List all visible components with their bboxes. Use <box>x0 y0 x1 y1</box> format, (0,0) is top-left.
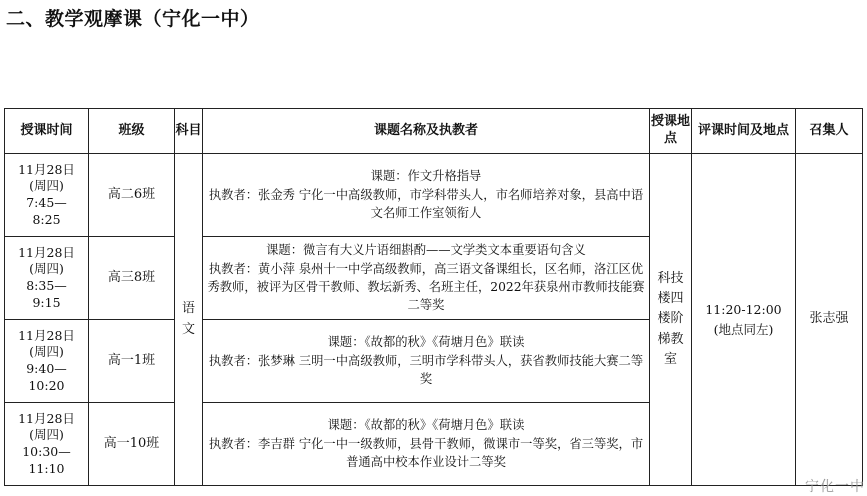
time-cell <box>5 403 89 486</box>
location-cell <box>650 154 692 486</box>
header-review: 评课时间及地点 <box>692 109 796 154</box>
time-cell <box>5 154 89 237</box>
teacher-info: 执教者：张金秀 宁化一中高级教师，市学科带头人，市名师培养对象，县高中语文名师工作室领衔人 <box>208 187 644 221</box>
date-text: 11月28日 <box>18 410 75 426</box>
weekday-text: (周四) <box>29 427 64 443</box>
topic-cell <box>203 403 650 486</box>
subject-char: 文 <box>181 321 195 337</box>
time-cell <box>5 320 89 403</box>
topic-title: 课题：微言有大义片语细斟酌——文学类文本重要语句含义 <box>266 243 586 258</box>
teacher-info: 执教者：李吉群 宁化一中一级教师，县骨干教师，微课市一等奖，省三等奖，市普通高中校本作业设计二等奖 <box>208 436 644 470</box>
teacher-info: 执教者：黄小萍 泉州十一中学高级教师，高三语文备课组长，区名师，洛江区优秀教师，被评为区骨干教师、教坛新秀、名班主任，2022年获泉州市教师技能赛二等奖 <box>207 261 645 313</box>
end-time: 9:15 <box>32 294 61 310</box>
time-cell <box>5 237 89 320</box>
start-time: 7:45— <box>26 195 67 210</box>
class-cell: 高一10班 <box>89 403 175 486</box>
end-time: 11:10 <box>28 460 65 476</box>
class-cell: 高三8班 <box>89 237 175 320</box>
weekday-text: (周四) <box>29 344 64 360</box>
convener-cell: 张志强 <box>796 154 863 486</box>
schedule-table <box>4 108 863 486</box>
watermark: 宁化一中 <box>805 479 865 495</box>
start-time: 9:40— <box>26 361 67 376</box>
topic-title: 课题：作文升格指导 <box>370 169 482 184</box>
teacher-info: 执教者：张梦琳 三明一中高级教师，三明市学科带头人，获省教师技能大赛二等奖 <box>208 353 644 387</box>
location-line: 科技 <box>657 271 684 287</box>
topic-title: 课题：《故都的秋》《荷塘月色》联读 <box>327 418 525 433</box>
location-line: 楼四 <box>657 291 684 307</box>
header-convener: 召集人 <box>796 109 863 154</box>
table-row <box>5 154 863 237</box>
class-cell: 高一1班 <box>89 320 175 403</box>
section-heading: 二、教学观摩课（宁化一中） <box>6 8 260 30</box>
weekday-text: (周四) <box>29 178 64 194</box>
subject-cell <box>175 154 203 486</box>
review-location: (地点同左) <box>713 321 774 337</box>
weekday-text: (周四) <box>29 261 64 277</box>
subject-char: 语 <box>181 301 195 317</box>
date-text: 11月28日 <box>18 161 75 177</box>
header-row <box>5 109 863 154</box>
class-cell: 高二6班 <box>89 154 175 237</box>
location-line: 梯教 <box>657 331 684 347</box>
location-line: 室 <box>663 351 677 367</box>
header-class: 班级 <box>89 109 175 154</box>
header-location: 授课地点 <box>650 109 692 154</box>
header-topic: 课题名称及执教者 <box>203 109 650 154</box>
start-time: 10:30— <box>22 444 71 459</box>
topic-cell <box>203 237 650 320</box>
location-line: 楼阶 <box>657 311 684 327</box>
topic-title: 课题：《故都的秋》《荷塘月色》联读 <box>327 335 525 350</box>
header-time: 授课时间 <box>5 109 89 154</box>
topic-cell <box>203 320 650 403</box>
review-cell <box>692 154 796 486</box>
topic-cell <box>203 154 650 237</box>
start-time: 8:35— <box>26 278 67 293</box>
header-subject: 科目 <box>175 109 203 154</box>
review-time: 11:20-12:00 <box>705 301 782 317</box>
date-text: 11月28日 <box>18 244 75 260</box>
end-time: 10:20 <box>28 377 65 393</box>
end-time: 8:25 <box>32 211 61 227</box>
date-text: 11月28日 <box>18 327 75 343</box>
